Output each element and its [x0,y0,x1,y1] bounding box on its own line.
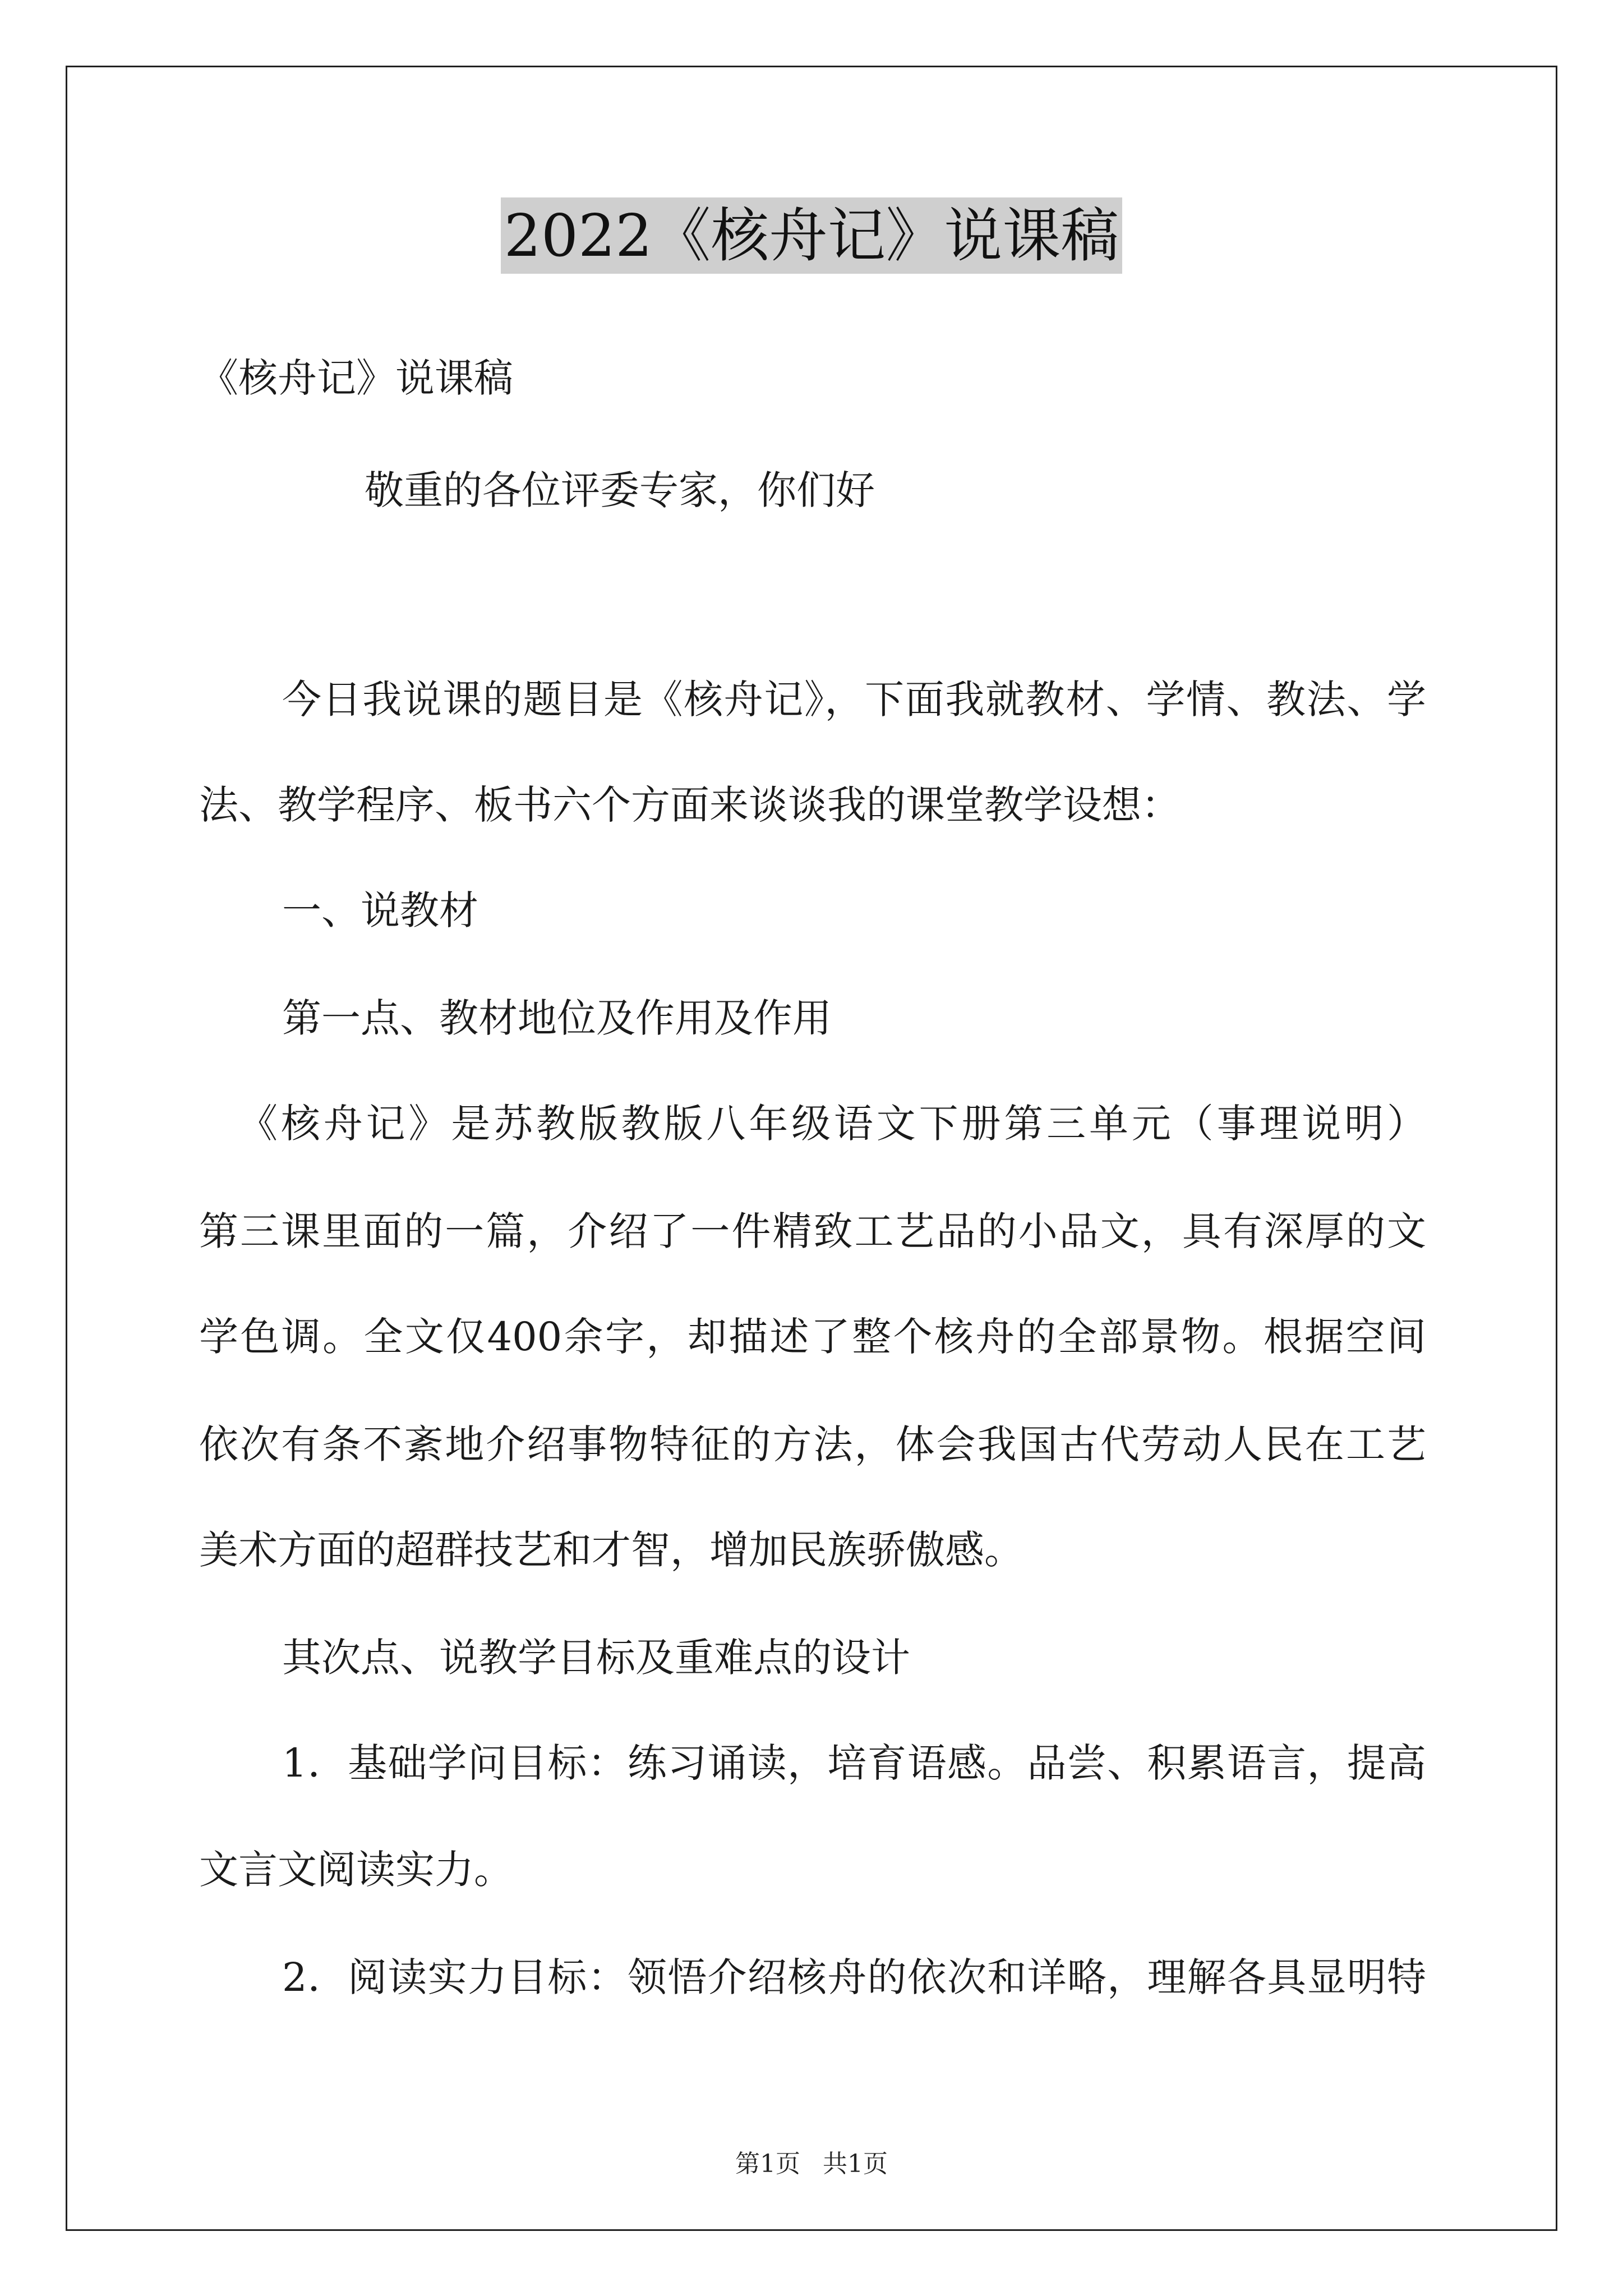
objective-1-line-1: 1．基础学问目标：练习诵读，培育语感。品尝、积累语言，提高 [282,1740,1426,1786]
body-line-4: 依次有条不紊地介绍事物特征的方法，体会我国古代劳动人民在工艺 [199,1421,1426,1467]
point-heading-2: 其次点、说教学目标及重难点的设计 [282,1635,910,1681]
section-heading: 一、说教材 [282,887,478,933]
objective-2-line-1: 2．阅读实力目标：领悟介绍核舟的依次和详略，理解各具显明特 [282,1954,1426,2000]
page-footer [0,2147,1623,2181]
objective-1-line-2: 文言文阅读实力。 [199,1847,513,1893]
page-total: 共1页 [823,2150,888,2178]
intro-line-1: 今日我说课的题目是《核舟记》，下面我就教材、学情、教法、学 [282,677,1426,723]
subtitle-line: 《核舟记》说课稿 [199,355,513,401]
point-heading-1: 第一点、教材地位及作用及作用 [282,995,832,1041]
intro-line-2: 法、教学程序、板书六个方面来谈谈我的课堂教学设想： [199,782,1181,828]
body-line-3: 学色调。全文仅400余字，却描述了整个核舟的全部景物。根据空间 [199,1314,1426,1360]
greeting-line: 敬重的各位评委专家，你们好 [365,467,875,513]
body-line-5: 美术方面的超群技艺和才智，增加民族骄傲感。 [199,1527,1023,1573]
body-line-1: 《核舟记》是苏教版教版八年级语文下册第三单元（事理说明） [238,1101,1426,1147]
page-number: 第1页 [735,2150,800,2178]
body-line-2: 第三课里面的一篇，介绍了一件精致工艺品的小品文，具有深厚的文 [199,1208,1426,1254]
document-title-text: 2022《核舟记》说课稿 [501,197,1123,274]
document-title [0,197,1623,274]
